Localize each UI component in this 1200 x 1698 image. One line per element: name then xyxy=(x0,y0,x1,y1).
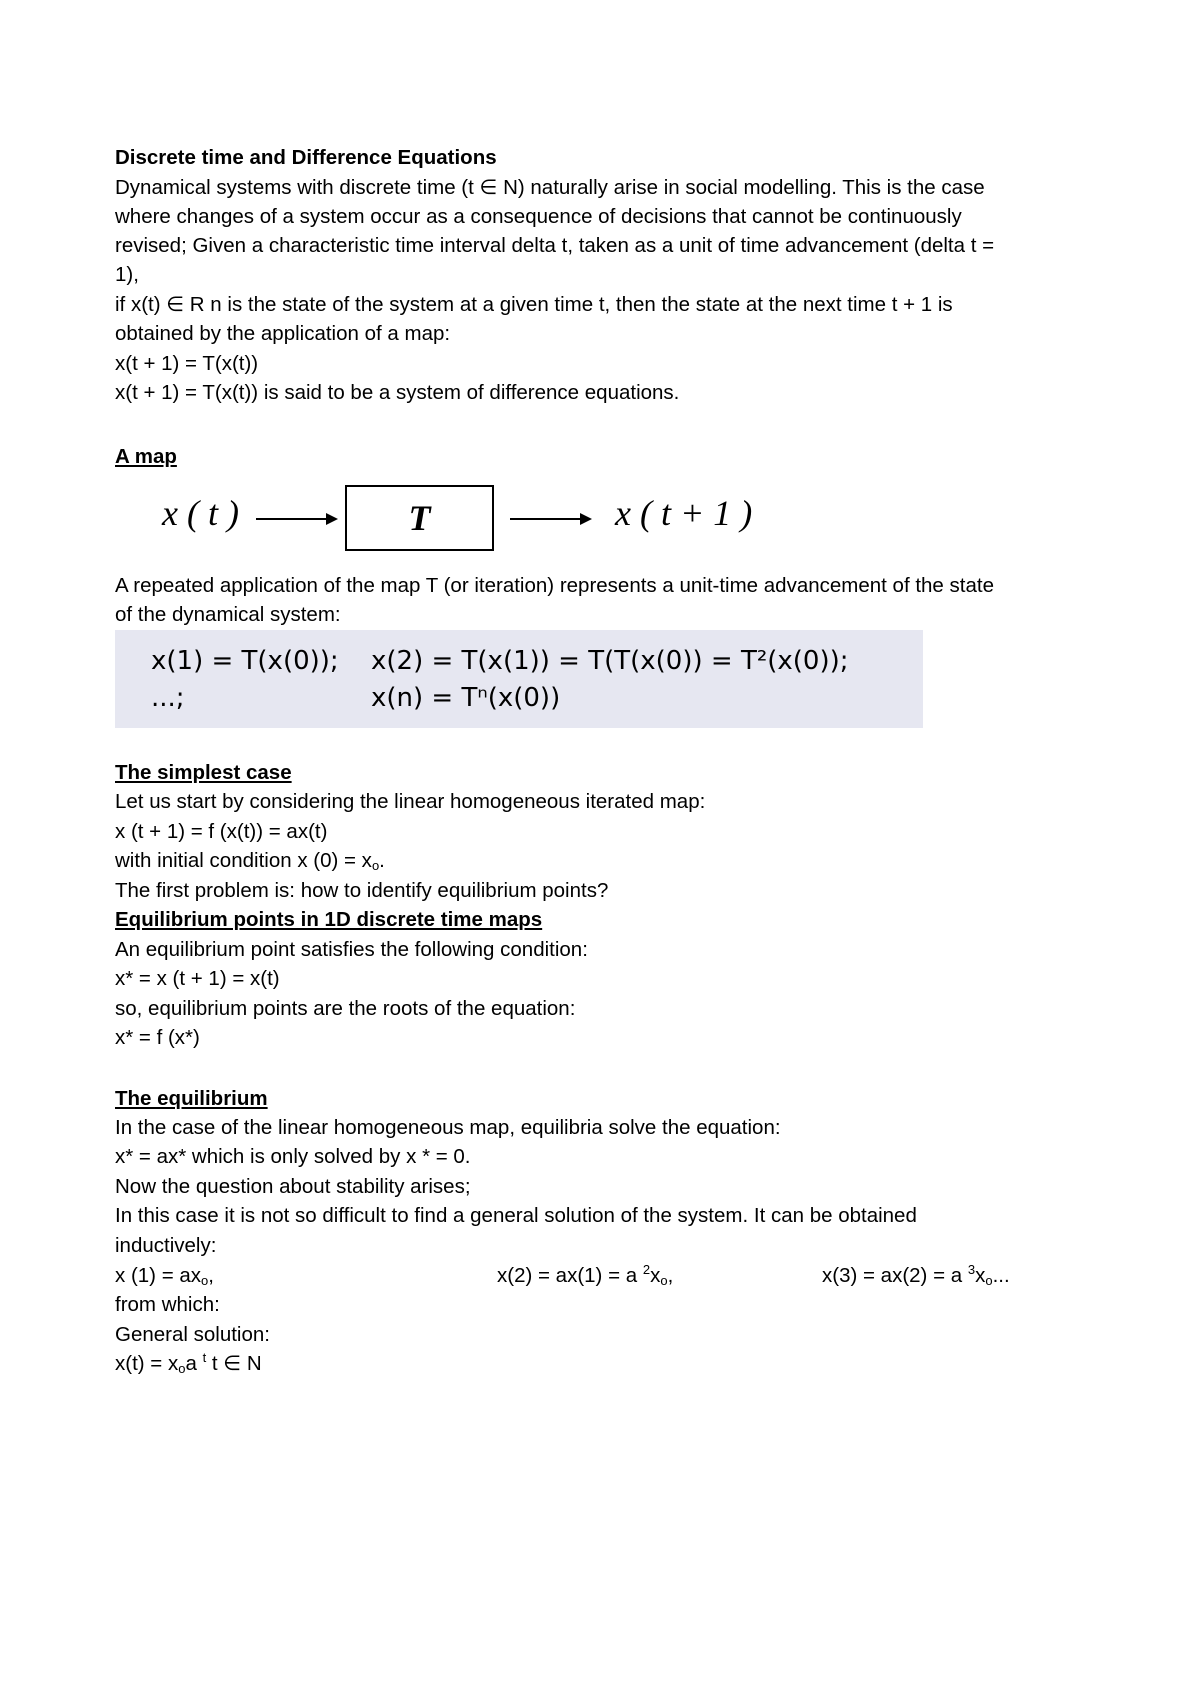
body-line: from which: xyxy=(115,1293,220,1316)
map-output-label: x ( t + 1 ) xyxy=(615,493,753,533)
text-run: , xyxy=(667,1264,674,1287)
superscript: t xyxy=(202,1350,207,1365)
text-run: x xyxy=(650,1264,661,1287)
body-line: General solution: xyxy=(115,1323,270,1346)
text-run: ... xyxy=(992,1264,1010,1287)
text-run: x (1) = ax xyxy=(115,1264,202,1287)
section-heading-simplest-case: The simplest case xyxy=(115,761,292,784)
equation: x(2) = T(x(1)) = T(T(x(0)) = T²(x(0)); xyxy=(371,646,849,676)
subscript: o xyxy=(985,1273,993,1288)
section-heading-equilibrium-points: Equilibrium points in 1D discrete time maps xyxy=(115,908,543,931)
intro-line: x(t + 1) = T(x(t)) is said to be a system of difference equations. xyxy=(115,381,680,404)
body-line: so, equilibrium points are the roots of the equation: xyxy=(115,997,576,1020)
map-diagram xyxy=(150,480,770,560)
iterate-3 xyxy=(822,1261,1010,1291)
section-heading-a-map: A map xyxy=(115,445,177,468)
map-box-label: T xyxy=(408,498,431,538)
subscript: o xyxy=(178,1361,186,1376)
iterate-1 xyxy=(115,1264,214,1287)
subscript: o xyxy=(201,1273,209,1288)
intro-line: obtained by the application of a map: xyxy=(115,322,451,345)
text-run: , xyxy=(208,1264,214,1287)
text-run: x(3) = ax(2) = a xyxy=(822,1264,968,1287)
intro-line: if x(t) ∈ R n is the state of the system at a given time t, then the state at the next time t + 1 is xyxy=(115,293,953,316)
body-line: In the case of the linear homogeneous map, equilibria solve the equation: xyxy=(115,1116,781,1139)
body-line: An equilibrium point satisfies the following condition: xyxy=(115,938,588,961)
body-line: The first problem is: how to identify equilibrium points? xyxy=(115,879,609,902)
repeat-text-line: A repeated application of the map T (or iteration) represents a unit-time advancement of the state xyxy=(115,574,994,597)
equation-line: x* = x (t + 1) = x(t) xyxy=(115,967,280,990)
text-run: t ∈ N xyxy=(206,1352,262,1375)
text-run: x xyxy=(975,1264,986,1287)
equation-line: x* = ax* which is only solved by x * = 0. xyxy=(115,1145,471,1168)
subscript: o xyxy=(371,858,380,873)
body-line: In this case it is not so difficult to find a general solution of the system. It can be obtained xyxy=(115,1204,917,1227)
equation: ...; xyxy=(151,683,185,713)
intro-line: where changes of a system occur as a consequence of decisions that cannot be continuously xyxy=(115,205,962,228)
text-run: . xyxy=(379,849,385,872)
intro-line: Dynamical systems with discrete time (t ∈ N) naturally arise in social modelling. This is the case xyxy=(115,176,985,199)
map-definition: x (t + 1) = f (x(t)) = ax(t) xyxy=(115,820,328,843)
map-equation: x(t + 1) = T(x(t)) xyxy=(115,352,259,375)
repeat-text-line: of the dynamical system: xyxy=(115,603,341,626)
text-run: with initial condition x (0) = x xyxy=(115,849,372,872)
body-line: Now the question about stability arises; xyxy=(115,1175,471,1198)
superscript: 3 xyxy=(967,1262,976,1277)
subscript: o xyxy=(660,1273,668,1288)
equation: x(n) = Tⁿ(x(0)) xyxy=(371,683,561,713)
arrow-right-icon xyxy=(510,518,590,520)
equation: x(1) = T(x(0)); xyxy=(151,646,339,676)
superscript: 2 xyxy=(642,1262,651,1277)
iterates-row xyxy=(115,1261,1075,1291)
iterate-2 xyxy=(497,1261,673,1291)
intro-line: 1), xyxy=(115,263,139,286)
body-line: inductively: xyxy=(115,1234,217,1257)
arrow-right-icon xyxy=(256,518,336,520)
body-line: Let us start by considering the linear homogeneous iterated map: xyxy=(115,790,706,813)
general-solution xyxy=(115,1349,262,1379)
intro-line: revised; Given a characteristic time interval delta t, taken as a unit of time advancement (delta t = xyxy=(115,234,995,257)
text-run: a xyxy=(185,1352,203,1375)
document-title: Discrete time and Difference Equations xyxy=(115,146,497,169)
text-run: x(t) = x xyxy=(115,1352,179,1375)
text-run: x(2) = ax(1) = a xyxy=(497,1264,643,1287)
map-input-label: x ( t ) xyxy=(162,493,239,533)
iteration-equations-box xyxy=(115,630,923,728)
map-box xyxy=(345,485,494,551)
initial-condition xyxy=(115,846,385,876)
equation-line: x* = f (x*) xyxy=(115,1026,200,1049)
section-heading-equilibrium: The equilibrium xyxy=(115,1087,268,1110)
